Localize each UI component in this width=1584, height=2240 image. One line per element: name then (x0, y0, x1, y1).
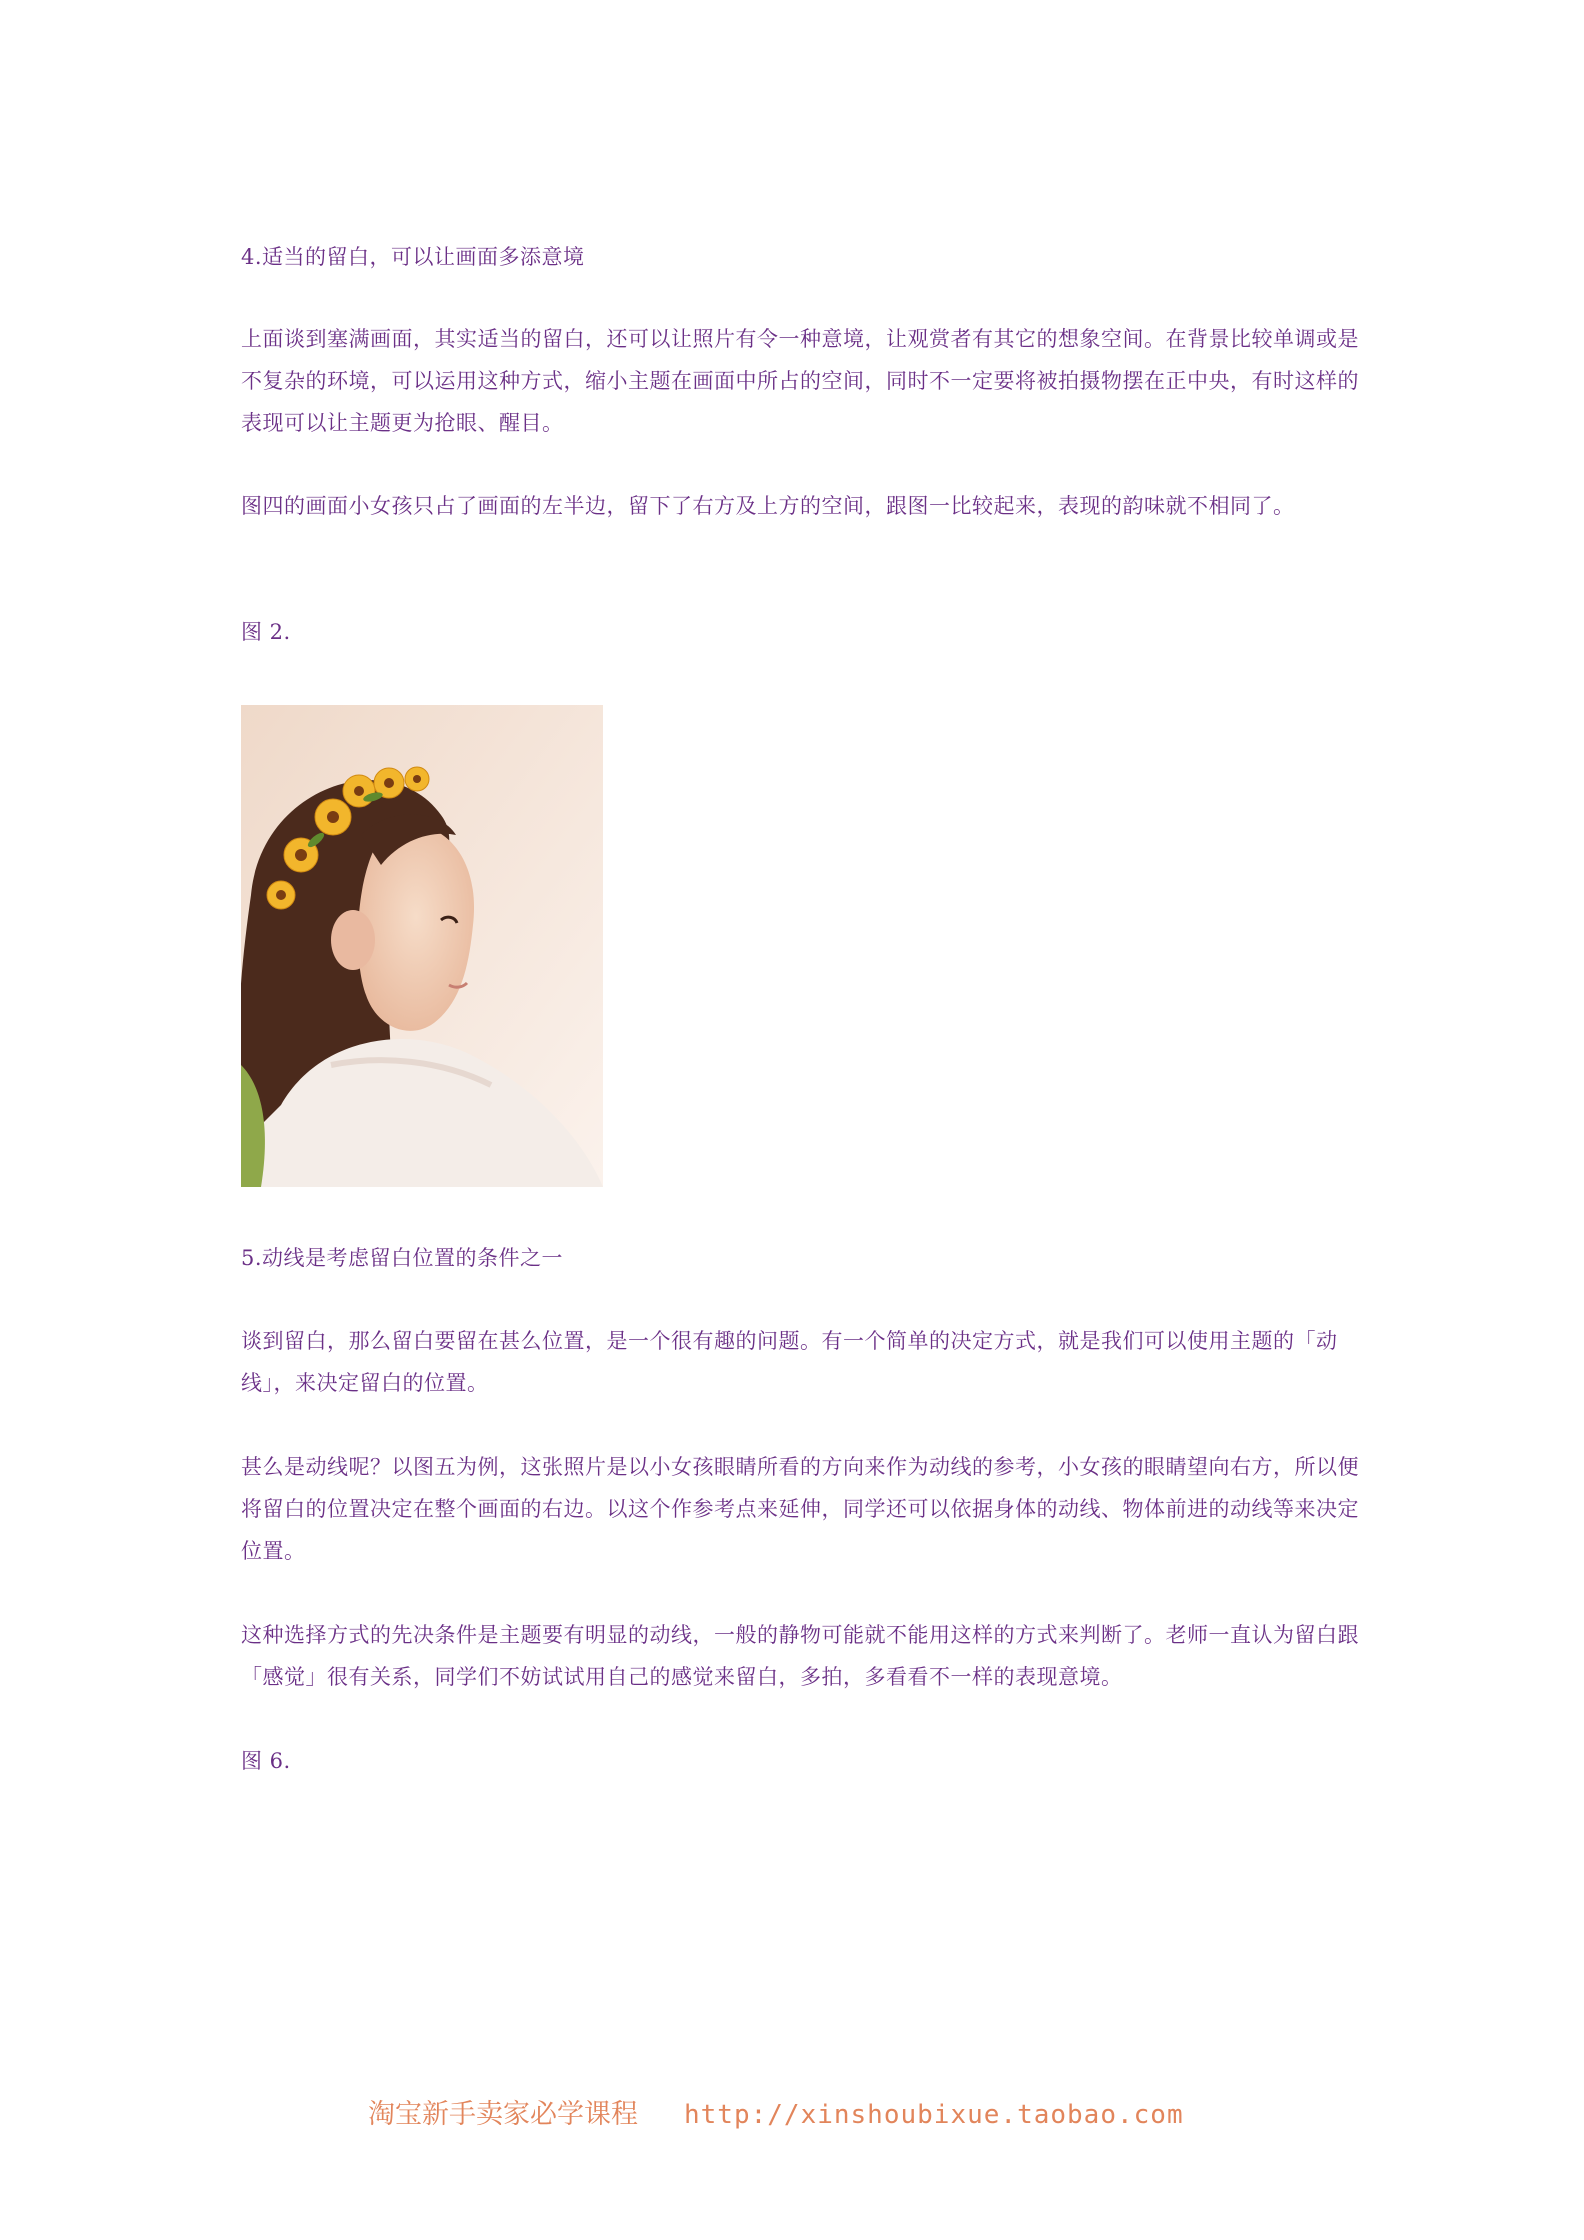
section-5-paragraph-1: 谈到留白，那么留白要留在甚么位置，是一个很有趣的问题。有一个简单的决定方式，就是我们可以使用主题的「动线」，来决定留白的位置。 (241, 1329, 1338, 1395)
figure-2-label: 图 2. (241, 620, 291, 644)
section-4-paragraph-1: 上面谈到塞满画面，其实适当的留白，还可以让照片有令一种意境，让观赏者有其它的想象空间。在背景比较单调或是不复杂的环境，可以运用这种方式，缩小主题在画面中所占的空间，同时不一定要将被拍摄物摆在正中央，有时这样的表现可以让主题更为抢眼、醒目。 (241, 327, 1359, 435)
section-5-paragraph-3: 这种选择方式的先决条件是主题要有明显的动线，一般的静物可能就不能用这样的方式来判断了。老师一直认为留白跟「感觉」很有关系，同学们不妨试试用自己的感觉来留白，多拍，多看看不一样的表现意境。 (241, 1623, 1359, 1689)
footer-course-label: 淘宝新手卖家必学课程 (368, 2099, 638, 2130)
girl-photo (241, 705, 603, 1187)
figure-6-label: 图 6. (241, 1749, 291, 1773)
section-4-paragraph-2: 图四的画面小女孩只占了画面的左半边，留下了右方及上方的空间，跟图一比较起来，表现的韵味就不相同了。 (241, 494, 1295, 518)
footer (368, 2092, 1268, 2131)
section-5-heading: 5.动线是考虑留白位置的条件之一 (241, 1246, 564, 1270)
section-5-paragraph-2: 甚么是动线呢？以图五为例，这张照片是以小女孩眼睛所看的方向来作为动线的参考，小女孩的眼睛望向右方，所以便将留白的位置决定在整个画面的右边。以这个作参考点来延伸，同学还可以依据身体的动线、物体前进的动线等来决定位置。 (241, 1455, 1359, 1563)
footer-url-link[interactable]: http://xinshoubixue.taobao.com (684, 2100, 1184, 2130)
section-4-heading: 4.适当的留白，可以让画面多添意境 (241, 245, 585, 269)
